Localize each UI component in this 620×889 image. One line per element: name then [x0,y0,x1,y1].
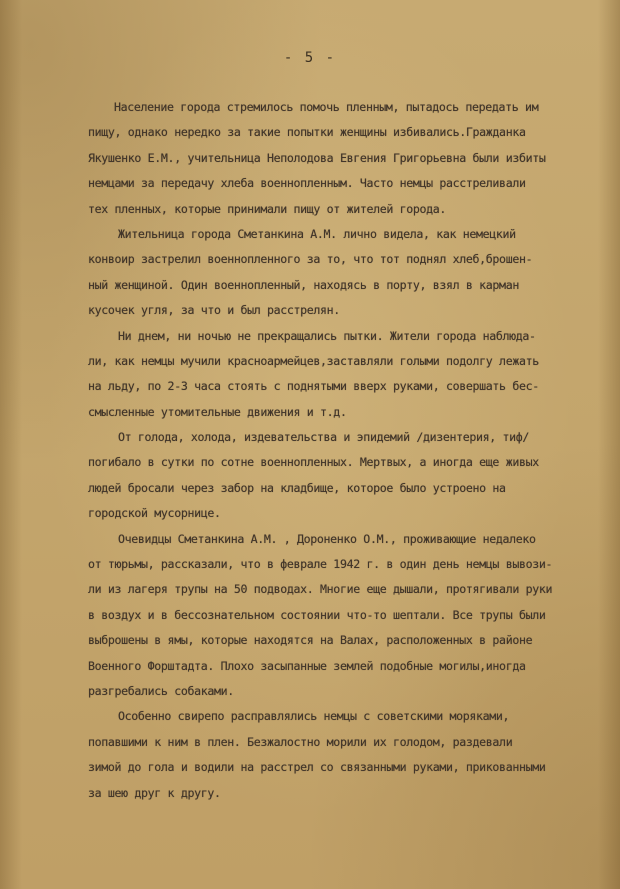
text-line: ный женщиной. Один военнопленный, находясь в порту, взял в карман [88,277,519,292]
paragraph-4 [0,425,620,527]
text-line: погибало в сутки по сотне военнопленных. Мертвых, а иногда еще живых [88,455,539,470]
text-line: Военного Форштадта. Плохо засыпанные землей подобные могилы,иногда [88,658,526,673]
text-line: Жительница города Сметанкина А.М. лично видела, как немецкий [118,226,516,241]
text-line: зимой до гола и водили на расстрел со связанными руками, прикованными [88,760,546,775]
text-line: за шею друг к другу. [88,785,221,800]
text-line: Очевидцы Сметанкина А.М. , Дороненко О.М., проживающие недалеко [118,531,536,546]
text-line: разгребались собаками. [88,683,234,698]
paragraph-2 [0,222,620,324]
paragraph-5 [0,527,620,705]
text-line: людей бросали через забор на кладбище, которое было устроено на [88,480,506,495]
text-line: конвоир застрелил военнопленного за то, что тот поднял хлеб,брошен- [88,252,533,267]
text-line: Особенно свирепо расправлялись немцы с советскими моряками, [118,709,510,724]
text-line: смысленные утомительные движения и т.д. [88,404,347,419]
typescript-body [0,95,620,806]
text-line: на льду, по 2-3 часа стоять с поднятыми вверх руками, совершать бес- [88,379,539,394]
text-line: ли, как немцы мучили красноармейцев,заставляли голыми подолгу лежать [88,353,539,368]
text-line: ли из лагеря трупы на 50 подводах. Многие еще дышали, протягивали руки [88,582,553,597]
text-line: От голода, холода, издевательства и эпидемий /дизентерия, тиф/ [118,430,530,445]
paragraph-3 [0,324,620,426]
text-line: Якушенко Е.М., учительница Неполодова Евгения Григорьевна были избиты [88,150,546,165]
paragraph-1 [0,95,620,222]
text-line: в воздух и в бессознательном состоянии что-то шептали. Все трупы были [88,607,546,622]
text-line: тех пленных, которые принимали пищу от жителей города. [88,201,447,216]
text-line: пищу, однако нередко за такие попытки женщины избивались.Гражданка [88,125,526,140]
text-line: городской мусорнице. [88,506,221,521]
text-line: Население города стремилось помочь пленным, пытадось передать им [114,100,539,114]
text-line: кусочек угля, за что и был расстрелян. [88,303,340,318]
text-line: немцами за передачу хлеба военнопленным. Часто немцы расстреливали [88,176,526,191]
text-line: попавшими к ним в плен. Безжалостно морили их голодом, раздевали [88,734,513,749]
text-line: Ни днем, ни ночью не прекращались пытки. Жители города наблюда- [118,328,536,343]
text-line: от тюрьмы, рассказали, что в феврале 1942 г. в один день немцы вывози- [88,557,553,572]
paragraph-6 [0,704,620,806]
page-number: - 5 - [283,50,337,66]
text-line: выброшены в ямы, которые находятся на Валах, расположенных в районе [88,633,533,648]
